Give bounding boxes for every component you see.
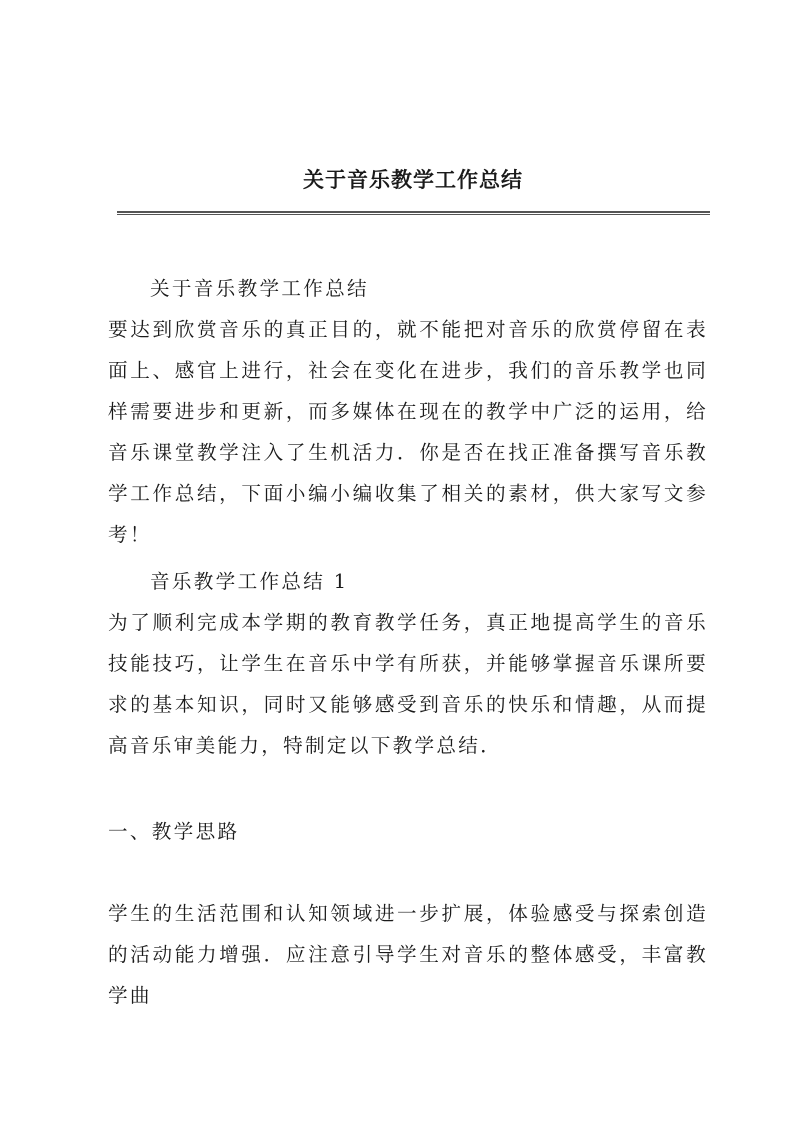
title-divider [117, 211, 710, 215]
intro-heading: 关于音乐教学工作总结 [150, 277, 369, 300]
section-1-paragraph: 为了顺利完成本学期的教育教学任务，真正地提高学生的音乐技能技巧，让学生在音乐中学有所获，并能够掌握音乐课所要求的基本知识，同时又能够感受到音乐的快乐和情趣，从而提高音乐审美能力，特制定以下教学总结． [108, 611, 708, 757]
subsection-paragraph: 学生的生活范围和认知领域进一步扩展，体验感受与探索创造的活动能力增强．应注意引导学生对音乐的整体感受，丰富教学曲 [108, 902, 708, 1007]
document-title: 关于音乐教学工作总结 [303, 167, 523, 192]
intro-block [108, 268, 708, 555]
intro-paragraph: 要达到欣赏音乐的真正目的，就不能把对音乐的欣赏停留在表面上、感官上进行，社会在变化在进步，我们的音乐教学也同样需要进步和更新，而多媒体在现在的教学中广泛的运用，给音乐课堂教学注入了生机活力．你是否在找正准备撰写音乐教学工作总结，下面小编小编收集了相关的素材，供大家写文参考！ [108, 318, 708, 546]
subsection-heading: 一、教学思路 [108, 820, 240, 843]
section-1-block [108, 561, 708, 766]
section-1-heading: 音乐教学工作总结 1 [150, 570, 349, 593]
